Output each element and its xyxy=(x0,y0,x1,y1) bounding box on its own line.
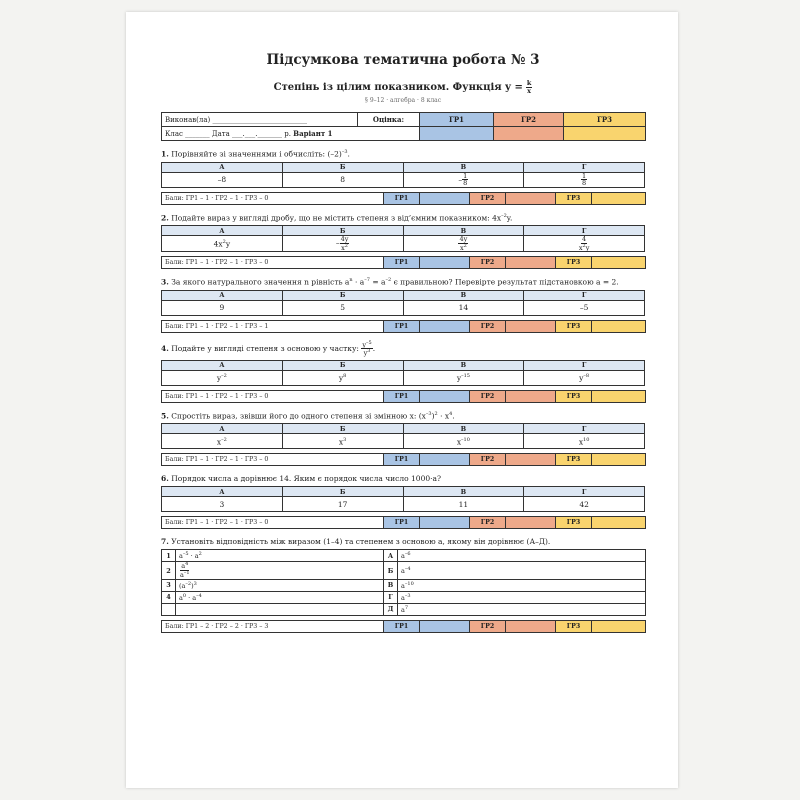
option-letter: В xyxy=(403,360,524,370)
option-a[interactable]: $4x^2y$ xyxy=(162,236,283,252)
gr2-label: ГР2 xyxy=(470,390,506,402)
option-b[interactable]: – $\frac{4y}{x^2}$ xyxy=(282,236,403,252)
option-letter: Г xyxy=(524,424,645,434)
option-letter: Г xyxy=(524,290,645,300)
gr3-cell[interactable] xyxy=(592,454,646,466)
gr1-label: ГР1 xyxy=(384,454,420,466)
worksheet-page xyxy=(126,12,678,788)
score-row-2 xyxy=(161,256,646,269)
gr2-grade-cell[interactable] xyxy=(494,127,564,141)
option-d[interactable] xyxy=(524,172,645,187)
score-row-1 xyxy=(161,192,646,205)
gr2-label: ГР2 xyxy=(470,454,506,466)
gr1-grade-cell[interactable] xyxy=(420,127,494,141)
right-letter: Д xyxy=(384,603,398,615)
gr2-cell[interactable] xyxy=(506,517,556,529)
question-3: 3. За якого натурального значення n рівність $a^n \cdot a^{-7} = a^{-2}$ є правильною? Перевірте результат підстановкою a = 2. xyxy=(161,277,619,287)
option-letter: Г xyxy=(524,162,645,172)
empty-cell xyxy=(162,603,176,615)
gr1-label: ГР1 xyxy=(384,620,420,632)
question-text: Подайте вираз у вигляді дробу, що не містить степеня з від’ємним показником: 4x xyxy=(171,213,502,222)
gr2-label: ГР2 xyxy=(470,192,506,204)
gr3-label: ГР3 xyxy=(556,390,592,402)
score-row-6 xyxy=(161,516,646,529)
gr3-label: ГР3 xyxy=(556,320,592,332)
gr2-label: ГР2 xyxy=(470,620,506,632)
option-letter: А xyxy=(162,162,283,172)
left-index: 1 xyxy=(162,550,176,562)
option-b[interactable]: $x^3$ xyxy=(282,434,403,449)
option-letter: А xyxy=(162,290,283,300)
right-expression[interactable]: $a^{-3}$ xyxy=(398,591,646,603)
matching-table xyxy=(161,549,646,615)
option-a-value: –8 xyxy=(217,175,227,184)
option-letter: Б xyxy=(282,162,403,172)
subtitle-fraction xyxy=(526,80,533,94)
option-letter: Г xyxy=(524,487,645,497)
gr2-cell[interactable] xyxy=(506,192,556,204)
option-letter: А xyxy=(162,424,283,434)
question-number: 4. xyxy=(161,343,169,353)
option-letter: В xyxy=(403,162,524,172)
question-tail: y. xyxy=(506,213,513,222)
option-d[interactable]: –5 xyxy=(524,300,645,315)
subtitle-text: Степінь із цілим показником. Функція y = xyxy=(273,81,523,93)
fraction: $\frac{1}{8}$ xyxy=(463,171,468,187)
option-b[interactable]: 5 xyxy=(282,300,403,315)
option-a[interactable] xyxy=(162,172,283,187)
header-table xyxy=(161,112,646,141)
option-a[interactable]: 3 xyxy=(162,497,283,512)
options-table-2 xyxy=(161,225,645,252)
question-number: 6. xyxy=(161,474,169,484)
option-b[interactable]: $y^8$ xyxy=(282,370,403,385)
option-letter: Б xyxy=(282,360,403,370)
doc-meta: § 9–12 · алгебра · 8 клас xyxy=(364,97,442,104)
gr1-label: ГР1 xyxy=(384,517,420,529)
score-row-7 xyxy=(161,620,646,633)
left-expression[interactable]: $a^{-5} \cdot a^2$ xyxy=(176,550,384,562)
gr3-grade-cell[interactable] xyxy=(564,127,646,141)
right-expression[interactable]: $a^{-4}$ xyxy=(398,562,646,579)
score-label: Бали: ГР1 – 1 · ГР2 – 1 · ГР3 – 0 xyxy=(162,390,384,402)
gr1-cell[interactable] xyxy=(420,257,470,269)
option-c[interactable] xyxy=(403,236,524,252)
score-label: Бали: ГР1 – 1 · ГР2 – 1 · ГР3 – 0 xyxy=(162,517,384,529)
option-c[interactable]: $y^{-15}$ xyxy=(403,370,524,385)
doc-subtitle xyxy=(161,80,645,94)
option-letter: А xyxy=(162,360,283,370)
gr3-label: ГР3 xyxy=(556,620,592,632)
option-letter: В xyxy=(403,424,524,434)
doc-title: Підсумкова тематична робота № 3 xyxy=(266,52,540,68)
question-sup: –3 xyxy=(341,149,348,155)
gr3-cell[interactable] xyxy=(592,517,646,529)
fraction: $\frac{4y}{x^2}$ xyxy=(340,235,349,252)
gr2-label: ГР2 xyxy=(470,320,506,332)
question-4: 4. Подайте у вигляді степеня з основою y частку: $\frac{y^{-5}}{y^3}$ . xyxy=(161,339,376,358)
gr1-label: ГР1 xyxy=(384,320,420,332)
option-d[interactable]: $y^{-8}$ xyxy=(524,370,645,385)
gr1-cell[interactable] xyxy=(420,390,470,402)
gr3-label: ГР3 xyxy=(556,517,592,529)
question-6 xyxy=(161,474,645,483)
question-2 xyxy=(161,213,645,223)
options-table-6 xyxy=(161,486,645,512)
question-5: 5. Спростіть вираз, звівши його до одного степеня зі змінною x: $(x^{-3})^2 \cdot x^4$. xyxy=(161,410,455,421)
option-b[interactable] xyxy=(282,172,403,187)
right-letter: Б xyxy=(384,562,398,579)
option-d[interactable]: $x^{10}$ xyxy=(524,434,645,449)
gr1-label: ГР1 xyxy=(384,192,420,204)
left-index: 4 xyxy=(162,591,176,603)
question-tail: . xyxy=(347,149,350,159)
gr1-header: ГР1 xyxy=(420,113,494,127)
gr2-cell[interactable] xyxy=(506,257,556,269)
question-number: 3. xyxy=(161,277,169,287)
gr2-cell[interactable] xyxy=(506,454,556,466)
gr3-cell[interactable] xyxy=(592,257,646,269)
score-row-4 xyxy=(161,390,646,403)
option-letter: Г xyxy=(524,360,645,370)
grade-label: Оцінка: xyxy=(358,113,420,127)
score-label: Бали: ГР1 – 1 · ГР2 – 1 · ГР3 – 0 xyxy=(162,192,384,204)
fraction: $\frac{4}{x^2y}$ xyxy=(578,235,590,252)
score-label: Бали: ГР1 – 1 · ГР2 – 1 · ГР3 – 1 xyxy=(162,320,384,332)
option-letter: Г xyxy=(524,226,645,236)
options-table-1 xyxy=(161,162,645,188)
score-label: Бали: ГР1 – 1 · ГР2 – 1 · ГР3 – 0 xyxy=(162,257,384,269)
option-c[interactable]: 11 xyxy=(403,497,524,512)
subtitle-denominator: x xyxy=(527,86,532,95)
question-text: Порядок числа a дорівнює 14. Яким є порядок числа число 1000·a? xyxy=(171,474,441,484)
option-letter: А xyxy=(162,487,283,497)
option-b[interactable]: 17 xyxy=(282,497,403,512)
option-a[interactable]: 9 xyxy=(162,300,283,315)
gr3-header: ГР3 xyxy=(564,113,646,127)
fraction: $\frac{1}{8}$ xyxy=(582,171,587,187)
gr2-cell[interactable] xyxy=(506,620,556,632)
question-7 xyxy=(161,537,645,546)
score-row-3 xyxy=(161,320,646,333)
option-a[interactable]: $y^{-2}$ xyxy=(162,370,283,385)
question-number: 1. xyxy=(161,149,169,159)
fraction: $\frac{a^4}{a^{-1}}$ xyxy=(180,561,190,580)
gr2-label: ГР2 xyxy=(470,257,506,269)
question-number: 7. xyxy=(161,537,169,547)
option-letter: В xyxy=(403,226,524,236)
question-text: Подайте у вигляді степеня з основою y частку: xyxy=(171,343,359,353)
score-row-5 xyxy=(161,453,646,466)
gr2-cell[interactable] xyxy=(506,390,556,402)
gr3-cell[interactable] xyxy=(592,320,646,332)
gr3-label: ГР3 xyxy=(556,192,592,204)
gr1-label: ГР1 xyxy=(384,390,420,402)
gr2-cell[interactable] xyxy=(506,320,556,332)
gr1-cell[interactable] xyxy=(420,192,470,204)
option-letter: Б xyxy=(282,487,403,497)
question-sup: –2 xyxy=(501,212,507,219)
option-c[interactable]: – $\frac{1}{8}$ xyxy=(403,172,524,187)
fraction: $\frac{y^{-5}}{y^3}$ xyxy=(362,339,372,358)
option-letter: Б xyxy=(282,424,403,434)
gr3-label: ГР3 xyxy=(556,454,592,466)
score-label: Бали: ГР1 – 2 · ГР2 – 2 · ГР3 – 3 xyxy=(162,620,384,632)
option-letter: Б xyxy=(282,226,403,236)
gr1-cell[interactable] xyxy=(420,517,470,529)
option-letter: Б xyxy=(282,290,403,300)
gr1-label: ГР1 xyxy=(384,257,420,269)
option-letter: В xyxy=(403,487,524,497)
question-1 xyxy=(161,149,645,159)
option-c[interactable]: $x^{-10}$ xyxy=(403,434,524,449)
question-text: Порівняйте зі значеннями і обчисліть: (–2) xyxy=(171,149,342,159)
gr3-cell[interactable] xyxy=(592,390,646,402)
gr1-cell[interactable] xyxy=(420,320,470,332)
question-number: 2. xyxy=(161,213,169,222)
gr2-header: ГР2 xyxy=(494,113,564,127)
gr1-cell[interactable] xyxy=(420,620,470,632)
left-index: 3 xyxy=(162,579,176,591)
variant-label: Варіант 1 xyxy=(293,129,333,138)
left-index: 2 xyxy=(162,562,176,579)
options-table-5 xyxy=(161,423,645,449)
score-label: Бали: ГР1 – 1 · ГР2 – 1 · ГР3 – 0 xyxy=(162,454,384,466)
options-table-4 xyxy=(161,360,645,386)
right-expression[interactable]: $a^{-10}$ xyxy=(398,579,646,591)
option-letter: В xyxy=(403,290,524,300)
empty-cell xyxy=(176,603,384,615)
subtitle-numerator: k xyxy=(526,79,532,87)
option-letter: А xyxy=(162,226,283,236)
option-d[interactable] xyxy=(524,236,645,252)
left-expression[interactable] xyxy=(176,562,384,579)
right-expression[interactable]: $a^{-6}$ xyxy=(398,550,646,562)
gr3-cell[interactable] xyxy=(592,620,646,632)
gr1-cell[interactable] xyxy=(420,454,470,466)
question-number: 5. xyxy=(161,411,169,421)
right-letter: Г xyxy=(384,591,398,603)
options-table-3 xyxy=(161,290,645,316)
left-expression[interactable]: $(a^{-2})^3$ xyxy=(176,579,384,591)
option-a[interactable]: $x^{-2}$ xyxy=(162,434,283,449)
question-text: Установіть відповідність між виразом (1–4) та степенем з основою a, якому він дорівнює (А–Д). xyxy=(171,537,551,547)
right-expression[interactable]: $a^7$ xyxy=(398,603,646,615)
gr3-label: ГР3 xyxy=(556,257,592,269)
gr2-label: ГР2 xyxy=(470,517,506,529)
right-letter: А xyxy=(384,550,398,562)
class-date-text: Клас _______ Дата ___.___._______ р. xyxy=(165,130,291,138)
option-b-value: 8 xyxy=(340,175,346,184)
gr3-cell[interactable] xyxy=(592,192,646,204)
option-c[interactable]: 14 xyxy=(403,300,524,315)
left-expression[interactable]: $a^0 \cdot a^{-4}$ xyxy=(176,591,384,603)
class-date-line[interactable] xyxy=(162,127,420,141)
right-letter: В xyxy=(384,579,398,591)
performer-line[interactable]: Виконав(ла) ___________________________ xyxy=(162,113,358,127)
option-d[interactable]: 42 xyxy=(524,497,645,512)
fraction: $\frac{4y}{x^2}$ xyxy=(459,235,468,252)
